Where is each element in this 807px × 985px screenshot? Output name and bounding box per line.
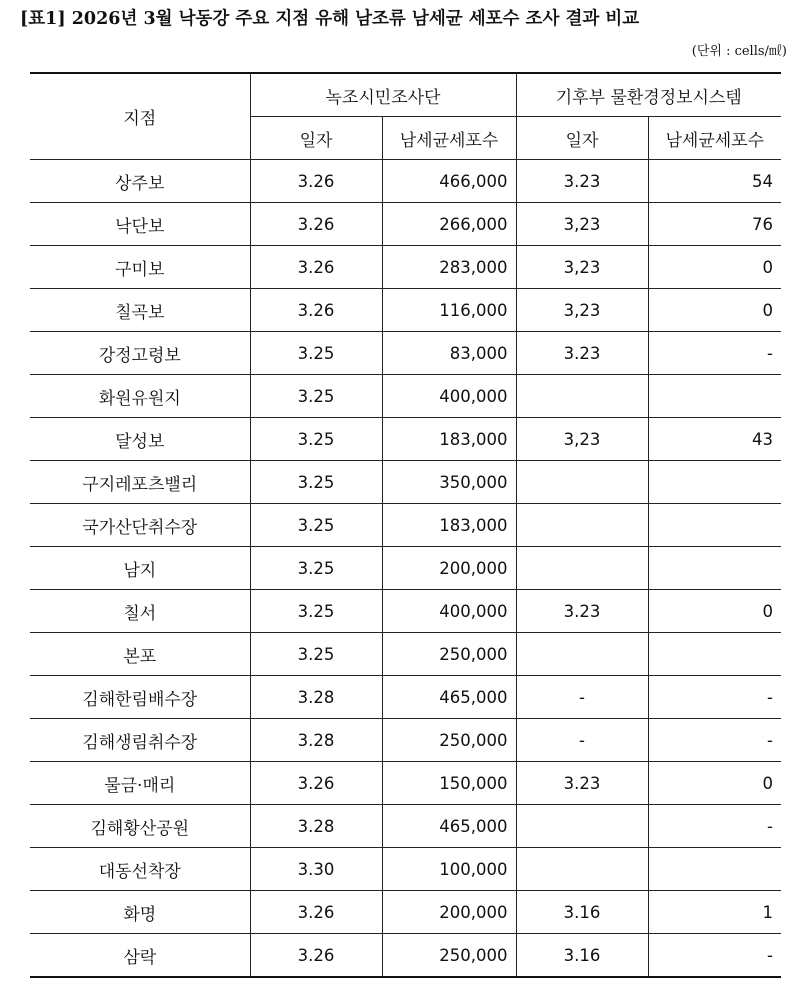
citizen-date: 3.25: [250, 461, 382, 504]
table-row: [30, 848, 781, 891]
ministry-date: [516, 848, 648, 891]
citizen-date: 3.25: [250, 332, 382, 375]
citizen-date: 3.26: [250, 203, 382, 246]
ministry-date: 3,23: [516, 418, 648, 461]
ministry-date: [516, 461, 648, 504]
ministry-count: [648, 633, 781, 676]
site-name: 칠서: [30, 590, 250, 633]
table-row: [30, 719, 781, 762]
citizen-date: 3.30: [250, 848, 382, 891]
citizen-count: 266,000: [382, 203, 516, 246]
citizen-date: 3.26: [250, 891, 382, 934]
ministry-date: 3.23: [516, 590, 648, 633]
site-name: 강정고령보: [30, 332, 250, 375]
citizen-date: 3.25: [250, 590, 382, 633]
ministry-date: 3,23: [516, 203, 648, 246]
ministry-date: 3.23: [516, 762, 648, 805]
site-name: 칠곡보: [30, 289, 250, 332]
ministry-count: [648, 848, 781, 891]
table-row: [30, 332, 781, 375]
ministry-date: -: [516, 719, 648, 762]
site-name: 김해생림취수장: [30, 719, 250, 762]
ministry-count: [648, 504, 781, 547]
table-row: [30, 160, 781, 203]
ministry-count: -: [648, 805, 781, 848]
ministry-count: 43: [648, 418, 781, 461]
header-citizen-count: 남세균세포수: [382, 117, 516, 160]
ministry-date: 3.23: [516, 332, 648, 375]
citizen-date: 3.26: [250, 934, 382, 978]
ministry-date: [516, 547, 648, 590]
ministry-count: -: [648, 719, 781, 762]
table-row: [30, 547, 781, 590]
site-name: 화원유원지: [30, 375, 250, 418]
table-row: [30, 418, 781, 461]
ministry-date: 3,23: [516, 246, 648, 289]
ministry-date: [516, 805, 648, 848]
site-name: 낙단보: [30, 203, 250, 246]
citizen-count: 183,000: [382, 504, 516, 547]
table-row: [30, 891, 781, 934]
citizen-count: 250,000: [382, 719, 516, 762]
citizen-date: 3.28: [250, 719, 382, 762]
site-name: 김해한림배수장: [30, 676, 250, 719]
site-name: 화명: [30, 891, 250, 934]
citizen-date: 3.25: [250, 504, 382, 547]
ministry-count: -: [648, 676, 781, 719]
ministry-date: -: [516, 676, 648, 719]
table-row: [30, 289, 781, 332]
header-ministry-count: 남세균세포수: [648, 117, 781, 160]
citizen-date: 3.28: [250, 805, 382, 848]
citizen-count: 83,000: [382, 332, 516, 375]
citizen-date: 3.26: [250, 289, 382, 332]
ministry-date: 3.16: [516, 891, 648, 934]
citizen-date: 3.25: [250, 418, 382, 461]
ministry-date: [516, 633, 648, 676]
citizen-count: 116,000: [382, 289, 516, 332]
table-row: [30, 633, 781, 676]
citizen-date: 3.25: [250, 633, 382, 676]
citizen-count: 400,000: [382, 375, 516, 418]
citizen-date: 3.26: [250, 160, 382, 203]
ministry-date: [516, 375, 648, 418]
citizen-count: 200,000: [382, 891, 516, 934]
citizen-count: 200,000: [382, 547, 516, 590]
citizen-count: 466,000: [382, 160, 516, 203]
ministry-date: 3,23: [516, 289, 648, 332]
ministry-count: 0: [648, 289, 781, 332]
header-ministry-system: 기후부 물환경정보시스템: [516, 73, 781, 117]
table-title: [표1] 2026년 3월 낙동강 주요 지점 유해 남조류 남세균 세포수 조사 결과 비교: [20, 9, 640, 29]
citizen-date: 3.25: [250, 375, 382, 418]
table-row: [30, 805, 781, 848]
site-name: 김해황산공원: [30, 805, 250, 848]
header-citizen-group: 녹조시민조사단: [250, 73, 516, 117]
citizen-count: 350,000: [382, 461, 516, 504]
citizen-count: 100,000: [382, 848, 516, 891]
table-row: [30, 375, 781, 418]
table-row: [30, 676, 781, 719]
citizen-count: 183,000: [382, 418, 516, 461]
site-name: 삼락: [30, 934, 250, 978]
citizen-date: 3.26: [250, 762, 382, 805]
ministry-count: [648, 547, 781, 590]
table-row: [30, 590, 781, 633]
site-name: 남지: [30, 547, 250, 590]
header-site: 지점: [30, 73, 250, 160]
ministry-count: 54: [648, 160, 781, 203]
ministry-count: 0: [648, 590, 781, 633]
site-name: 상주보: [30, 160, 250, 203]
table-row: [30, 934, 781, 978]
site-name: 구지레포츠밸리: [30, 461, 250, 504]
table-row: [30, 461, 781, 504]
citizen-date: 3.26: [250, 246, 382, 289]
site-name: 구미보: [30, 246, 250, 289]
results-table: [30, 72, 781, 978]
ministry-count: 0: [648, 246, 781, 289]
citizen-count: 250,000: [382, 934, 516, 978]
site-name: 대동선착장: [30, 848, 250, 891]
citizen-date: 3.28: [250, 676, 382, 719]
site-name: 국가산단취수장: [30, 504, 250, 547]
citizen-count: 465,000: [382, 676, 516, 719]
ministry-count: 0: [648, 762, 781, 805]
site-name: 달성보: [30, 418, 250, 461]
citizen-count: 250,000: [382, 633, 516, 676]
unit-label: (단위 : cells/㎖): [691, 44, 787, 59]
citizen-count: 465,000: [382, 805, 516, 848]
ministry-count: [648, 375, 781, 418]
header-ministry-date: 일자: [516, 117, 648, 160]
table-body: [30, 160, 781, 978]
ministry-count: [648, 461, 781, 504]
ministry-date: [516, 504, 648, 547]
table-row: [30, 762, 781, 805]
table-row: [30, 246, 781, 289]
ministry-count: 1: [648, 891, 781, 934]
ministry-date: 3.23: [516, 160, 648, 203]
site-name: 물금·매리: [30, 762, 250, 805]
ministry-count: -: [648, 332, 781, 375]
site-name: 본포: [30, 633, 250, 676]
table-row: [30, 203, 781, 246]
ministry-date: 3.16: [516, 934, 648, 978]
citizen-count: 150,000: [382, 762, 516, 805]
ministry-count: 76: [648, 203, 781, 246]
citizen-date: 3.25: [250, 547, 382, 590]
citizen-count: 400,000: [382, 590, 516, 633]
ministry-count: -: [648, 934, 781, 978]
header-citizen-date: 일자: [250, 117, 382, 160]
table-row: [30, 504, 781, 547]
citizen-count: 283,000: [382, 246, 516, 289]
